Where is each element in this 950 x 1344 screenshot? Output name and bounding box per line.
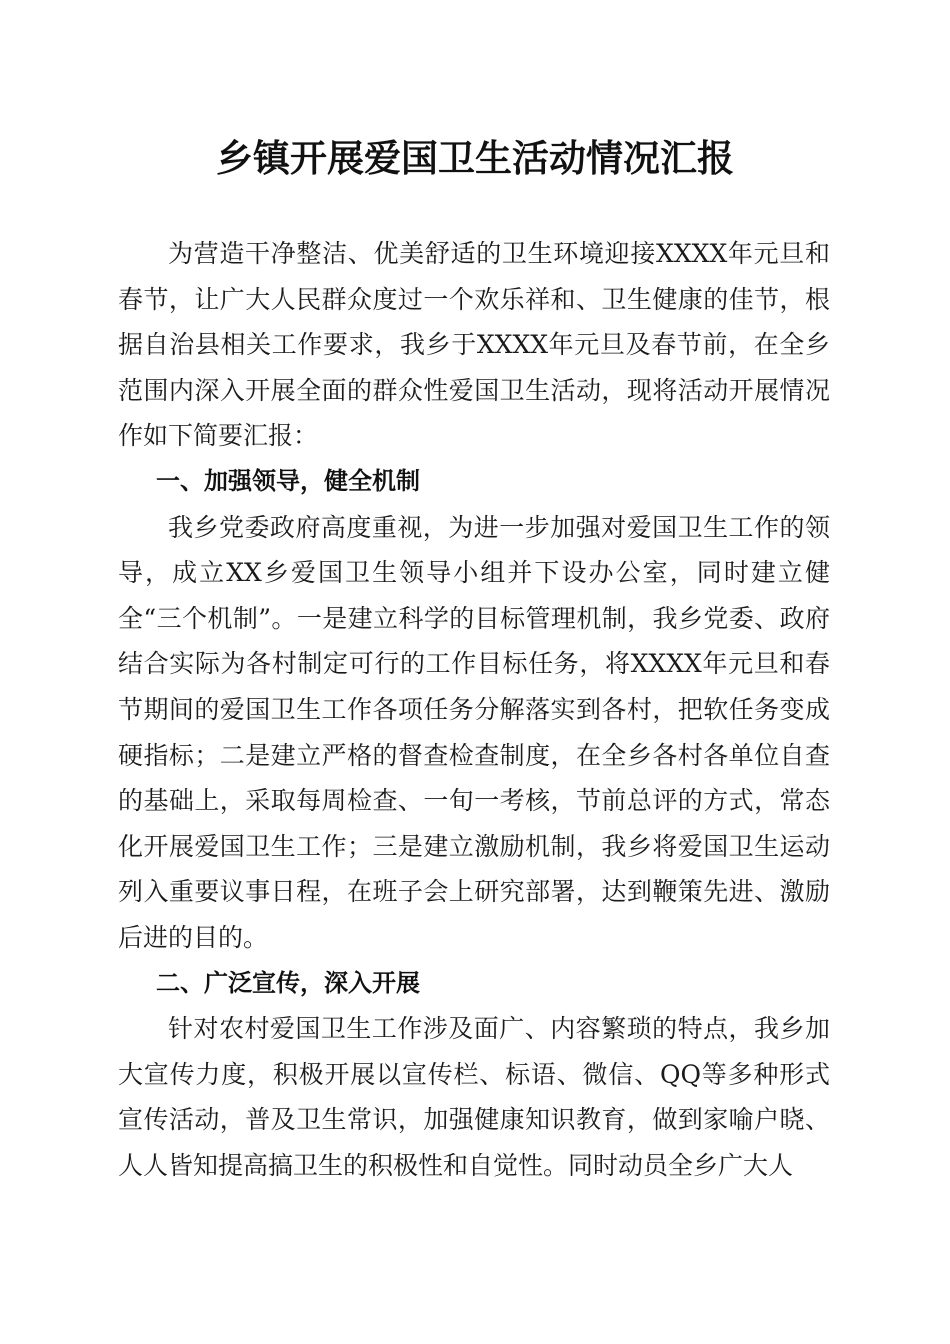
section-paragraph-publicity: 针对农村爱国卫生工作涉及面广、内容繁琐的特点，我乡加大宣传力度，积极开展以宣传栏、标语、微信、QQ等多种形式宣传活动，普及卫生常识，加强健康知识教育，做到家喻户晓、人人皆知提高搞卫生的积极性和自觉性。同时动员全乡广大人 xyxy=(118,1014,830,1180)
document-body xyxy=(118,231,830,1188)
section-paragraph-leadership: 我乡党委政府高度重视，为进一步加强对爱国卫生工作的领导，成立XX乡爱国卫生领导小组并下设办公室，同时建立健全“三个机制”。一是建立科学的目标管理机制，我乡党委、政府结合实际为各村制定可行的工作目标任务，将XXXX年元旦和春节期间的爱国卫生工作各项任务分解落实到各村，把软任务变成硬指标；二是建立严格的督查检查制度，在全乡各村各单位自查的基础上，采取每周检查、一旬一考核，节前总评的方式，常态化开展爱国卫生工作；三是建立激励机制，我乡将爱国卫生运动列入重要议事日程，在班子会上研究部署，达到鞭策先进、激励后进的目的。 xyxy=(118,512,830,952)
section-heading-publicity: 二、广泛宣传，深入开展 xyxy=(156,968,420,997)
intro-paragraph: 为营造干净整洁、优美舒适的卫生环境迎接XXXX年元旦和春节，让广大人民群众度过一个欢乐祥和、卫生健康的佳节，根据自治县相关工作要求，我乡于XXXX年元旦及春节前，在全乡范围内深入开展全面的群众性爱国卫生活动，现将活动开展情况作如下简要汇报： xyxy=(118,239,830,451)
section-heading-leadership: 一、加强领导，健全机制 xyxy=(156,466,420,495)
document-title: 乡镇开展爱国卫生活动情况汇报 xyxy=(216,136,734,180)
